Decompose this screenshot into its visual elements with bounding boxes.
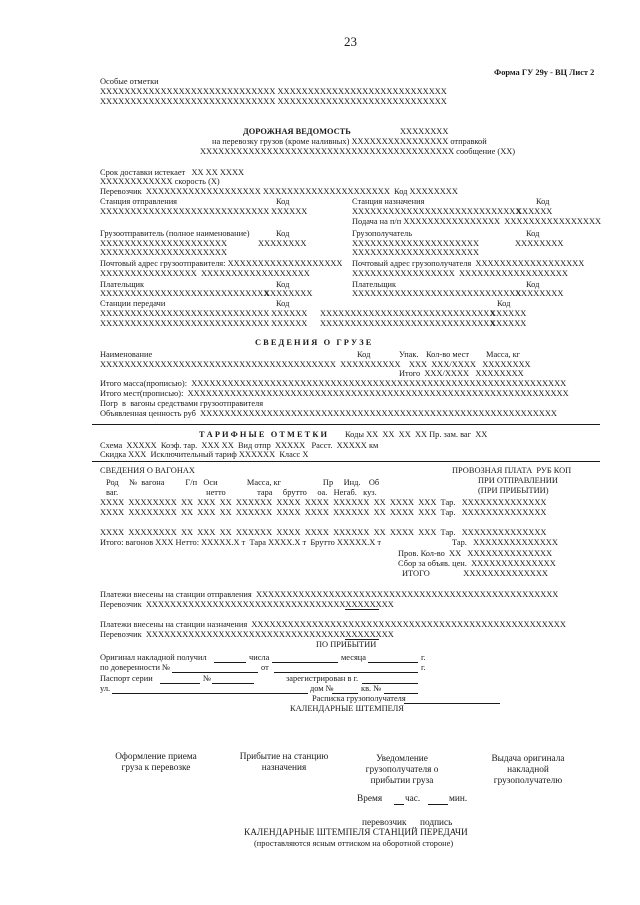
original-received-line xyxy=(214,662,246,663)
fee-extra-2: Сбор за объяв. цен. XXXXXXXXXXXXXX xyxy=(398,559,556,568)
receipt-line xyxy=(404,703,500,704)
cargo-row: XXXXXXXXXXXXXXXXXXXXXXXXXXXXXXXXXXXXXXX XXXXXXXXXX XXX XXX/XXXX XXXXXXXX xyxy=(100,360,531,369)
passport-label: Паспорт серии xyxy=(100,674,153,683)
wagons-header-2: ваг. нетто тара брутто оа. Негаб. куз. xyxy=(106,488,377,497)
form-id: Форма ГУ 29у - ВЦ Лист 2 xyxy=(494,68,595,77)
shipper-code: XXXXXXXX xyxy=(258,239,307,248)
destination-code-label: Код xyxy=(536,197,550,206)
departure-station-code: XXXXXX xyxy=(271,207,308,216)
delivery-speed: XXXXXXXXXXXX скорость (X) xyxy=(100,177,220,186)
proxy-label: по доверенности № xyxy=(100,663,171,672)
consignee-label: Грузополучатель xyxy=(352,229,413,238)
consignee-line-1: XXXXXXXXXXXXXXXXXXXXX xyxy=(352,239,480,248)
cargo-col-mass: Масса, кг xyxy=(486,350,521,359)
wagon-row-3: XXXX XXXXXXXX XX XXX XX XXXXXX XXXX XXXX XXXXXX XX XXXX XXX Тар. XXXXXXXXXXXXXX xyxy=(100,528,547,537)
hours-label: час. xyxy=(405,794,421,804)
registered-label: зарегистрирован в г. xyxy=(286,674,359,683)
wagons-total: Итого: вагонов XXX Нетто: XXXXX.X т Тара XXXX.X т Брутто XXXXX.X т xyxy=(100,538,382,547)
cargo-col-name: Наименование xyxy=(100,350,153,359)
wagons-total-tariff: Тар. XXXXXXXXXXXXXX xyxy=(452,538,558,547)
carrier-sign-label: перевозчик xyxy=(362,818,407,828)
time-hours-line xyxy=(394,804,404,805)
arrival-heading: ПО ПРИБЫТИИ xyxy=(316,640,377,649)
consignee-code: XXXXXXXX xyxy=(515,239,564,248)
cargo-col-pack: Упак. xyxy=(399,350,419,359)
payer-right-value: XXXXXXXXXXXXXXXXXXXXXXXXXXXX xyxy=(352,289,522,298)
transfer-stamps-note: (проставляются ясным оттиском на оборотной стороне) xyxy=(254,839,454,848)
delivery-deadline: Срок доставки истекает XX XX XXXX xyxy=(100,168,245,177)
street-line xyxy=(112,693,308,694)
document-code: XXXXXXXX xyxy=(400,127,449,136)
tariff-scheme: Схема XXXXX Коэф. тар. XXX XX Вид отпр XXXXX Расст. XXXXX км xyxy=(100,441,379,450)
payer-left-code-label: Код xyxy=(276,280,290,289)
month-line xyxy=(368,662,418,663)
transfer-code-label: Код xyxy=(276,299,290,308)
wagons-heading: СВЕДЕНИЯ О ВАГОНАХ xyxy=(100,466,195,475)
tariff-codes: Коды XX XX XX XX Пр. зам. ваг XX xyxy=(345,430,488,439)
fee-on-departure: ПРИ ОТПРАВЛЕНИИ xyxy=(478,476,558,485)
transfer-row-1-code: XXXXXX xyxy=(271,309,308,318)
siding-feed: Подача на п/п XXXXXXXXXXXXXXXX XXXXXXXXXXXXXXXX xyxy=(352,217,602,226)
payer-right-code-label: Код xyxy=(526,280,540,289)
shipper-code-label: Код xyxy=(276,229,290,238)
departure-code-label: Код xyxy=(276,197,290,206)
flat-label: кв. № xyxy=(361,684,382,693)
transfer-stamps-title: КАЛЕНДАРНЫЕ ШТЕМПЕЛЯ СТАНЦИЙ ПЕРЕДАЧИ xyxy=(244,828,468,838)
payments-arrival: Платежи внесены на станции назначения XXXXXXXXXXXXXXXXXXXXXXXXXXXXXXXXXXXXXXXXXXXXXXXXXXXX xyxy=(100,620,566,629)
payer-right-label: Плательщик xyxy=(352,280,397,289)
passport-no-line xyxy=(212,683,254,684)
house-label: дом № xyxy=(310,684,334,693)
proxy-from-line xyxy=(274,672,418,673)
transfer-stations-label: Станции передачи xyxy=(100,299,166,308)
original-received-label: Оригинал накладной получил xyxy=(100,653,207,662)
tariff-heading: Т А Р И Ф Н Ы Е О Т М Е Т К И xyxy=(199,430,328,439)
destination-station-value: XXXXXXXXXXXXXXXXXXXXXXXXXXXX xyxy=(352,207,522,216)
shipper-line-1: XXXXXXXXXXXXXXXXXXXXX xyxy=(100,239,228,248)
consignee-address-line: XXXXXXXXXXXXXXXXX XXXXXXXXXXXXXXXXXX xyxy=(352,269,568,278)
transfer-row-2-left: XXXXXXXXXXXXXXXXXXXXXXXXXXXX xyxy=(100,319,270,328)
day-line xyxy=(272,662,338,663)
payments-departure: Платежи внесены на станции отправления XXXXXXXXXXXXXXXXXXXXXXXXXXXXXXXXXXXXXXXXXXXXXXXXXX xyxy=(100,590,559,599)
passport-series-line xyxy=(160,683,200,684)
cargo-declared-value: Объявленная ценность руб XXXXXXXXXXXXXXXXXXXXXXXXXXXXXXXXXXXXXXXXXXXXXXXXXXXXXXXXXXX xyxy=(100,409,557,418)
transfer-row-1-mid: XXXXXXXXXXXXXXXXXXXXXXXXXXXXX xyxy=(320,309,496,318)
payer-left-value: XXXXXXXXXXXXXXXXXXXXXXXXXXXX xyxy=(100,289,270,298)
destination-station-code: XXXXXX xyxy=(516,207,553,216)
cargo-col-code: Код xyxy=(357,350,371,359)
shipper-line-2: XXXXXXXXXXXXXXXXXXXXX xyxy=(100,248,228,257)
transfer-row-2-code-2: XXXXXX xyxy=(490,319,527,328)
wagons-header-1: Род № вагона Г/п Оси Масса, кг Пр Инд. Об xyxy=(106,478,380,487)
special-marks-line-1: XXXXXXXXXXXXXXXXXXXXXXXXXXXXX XXXXXXXXXXXXXXXXXXXXXXXXXXXX xyxy=(100,87,447,96)
year-label: г. xyxy=(421,653,426,662)
proxy-from-label: от xyxy=(261,663,269,672)
calendar-stamps-heading: КАЛЕНДАРНЫЕ ШТЕМПЕЛЯ xyxy=(290,704,404,713)
departure-station-label: Станция отправления xyxy=(100,197,178,206)
document-title: ДОРОЖНАЯ ВЕДОМОСТЬ xyxy=(243,127,351,136)
payments-departure-carrier: Перевозчик XXXXXXXXXXXXXXXXXXXXXXXXXXXXXXXXXXXXXXXXX xyxy=(100,600,394,609)
receipt-label: Расписка грузополучателя xyxy=(312,694,406,703)
stamp-acceptance: Оформление приема груза к перевозке xyxy=(115,752,197,773)
day-label: числа xyxy=(249,653,270,662)
cargo-col-places: Кол-во мест xyxy=(426,350,469,359)
cargo-places-words: Итого мест(прописью): XXXXXXXXXXXXXXXXXXXXXXXXXXXXXXXXXXXXXXXXXXXXXXXXXXXXXXXXXXXXXXX xyxy=(100,389,569,398)
tariff-discount: Скидка XXX Исключительный тариф XXXXXX Класс X xyxy=(100,450,309,459)
transfer-row-2-code: XXXXXX xyxy=(271,319,308,328)
payments-departure-underline xyxy=(345,609,379,610)
payments-arrival-carrier: Перевозчик XXXXXXXXXXXXXXXXXXXXXXXXXXXXXXXXXXXXXXXXX xyxy=(100,630,394,639)
carrier-line: Перевозчик XXXXXXXXXXXXXXXXXXX XXXXXXXXXXXXXXXXXXXXX Код XXXXXXXX xyxy=(100,187,458,196)
special-marks-line-2: XXXXXXXXXXXXXXXXXXXXXXXXXXXXX XXXXXXXXXXXXXXXXXXXXXXXXXXXX xyxy=(100,97,447,106)
page-number: 23 xyxy=(344,34,357,49)
time-minutes-line xyxy=(428,804,448,805)
wagon-row-2: XXXX XXXXXXXX XX XXX XX XXXXXX XXXX XXXX XXXXXX XX XXXX XXX Тар. XXXXXXXXXXXXXX xyxy=(100,508,547,517)
fee-heading: ПРОВОЗНАЯ ПЛАТА РУБ КОП xyxy=(452,466,572,475)
consignee-code-label: Код xyxy=(526,229,540,238)
payer-right-code: XXXXXXXX xyxy=(515,289,564,298)
proxy-line xyxy=(172,672,258,673)
transfer-row-1-code-2: XXXXXX xyxy=(490,309,527,318)
stamp-notification: Уведомление грузополучателя о прибытии груза xyxy=(365,754,439,786)
street-label: ул. xyxy=(100,684,111,693)
signature-label: подпись xyxy=(420,818,453,828)
fee-on-arrival: (ПРИ ПРИБЫТИИ) xyxy=(478,486,549,495)
year-label-2: г. xyxy=(421,663,426,672)
stamp-arrival: Прибытие на станцию назначения xyxy=(239,752,329,773)
tariff-divider-bottom xyxy=(92,461,600,462)
shipper-address-label: Почтовый адрес грузоотправителя: XXXXXXXXXXXXXXXXXXX xyxy=(100,259,343,268)
payer-left-code: XXXXXXXX xyxy=(264,289,313,298)
consignee-address-label: Почтовый адрес грузополучателя XXXXXXXXXXXXXXXXXX xyxy=(352,259,585,268)
transfer-code-label-2: Код xyxy=(497,299,511,308)
cargo-total: Итого XXX/XXXX XXXXXXXX xyxy=(399,369,524,378)
consignee-line-2: XXXXXXXXXXXXXXXXXXXXX xyxy=(352,248,480,257)
tariff-divider-top xyxy=(92,424,600,425)
shipper-label: Грузоотправитель (полное наименование) xyxy=(100,229,250,238)
passport-no-label: № xyxy=(203,674,211,683)
transfer-row-2-mid: XXXXXXXXXXXXXXXXXXXXXXXXXXXXX xyxy=(320,319,496,328)
transfer-row-1-left: XXXXXXXXXXXXXXXXXXXXXXXXXXXX xyxy=(100,309,270,318)
destination-station-label: Станция назначения xyxy=(352,197,425,206)
payer-left-label: Плательщик xyxy=(100,280,145,289)
document-subtitle-2: XXXXXXXXXXXXXXXXXXXXXXXXXXXXXXXXXXXXXXXXXX сообщение (XX) xyxy=(200,147,516,156)
fee-extra-1: Пров. Кол-во XX XXXXXXXXXXXXXX xyxy=(398,549,553,558)
shipper-address-line: XXXXXXXXXXXXXXXX XXXXXXXXXXXXXXXXXX xyxy=(100,269,310,278)
stamp-issuance: Выдача оригинала накладной грузополучателю xyxy=(491,754,565,786)
fee-total: ИТОГО XXXXXXXXXXXXXX xyxy=(402,569,548,578)
wagon-row-1: XXXX XXXXXXXX XX XXX XX XXXXXX XXXX XXXX XXXXXX XX XXXX XXX Тар. XXXXXXXXXXXXXX xyxy=(100,498,547,507)
cargo-heading: С В Е Д Е Н И Я О Г Р У З Е xyxy=(255,338,372,347)
month-label: месяца xyxy=(341,653,366,662)
time-label: Время xyxy=(357,794,383,804)
minutes-label: мин. xyxy=(449,794,468,804)
special-marks-label: Особые отметки xyxy=(100,77,159,86)
departure-station-value: XXXXXXXXXXXXXXXXXXXXXXXXXXXX xyxy=(100,207,270,216)
cargo-loading: Погр в вагоны средствами грузоотправителя xyxy=(100,399,264,408)
document-subtitle-1: на перевозку грузов (кроме наливных) XXXXXXXXXXXXXXXX отправкой xyxy=(212,137,487,146)
cargo-mass-words: Итого масса(прописью): XXXXXXXXXXXXXXXXXXXXXXXXXXXXXXXXXXXXXXXXXXXXXXXXXXXXXXXXXXXXXX xyxy=(100,379,567,388)
